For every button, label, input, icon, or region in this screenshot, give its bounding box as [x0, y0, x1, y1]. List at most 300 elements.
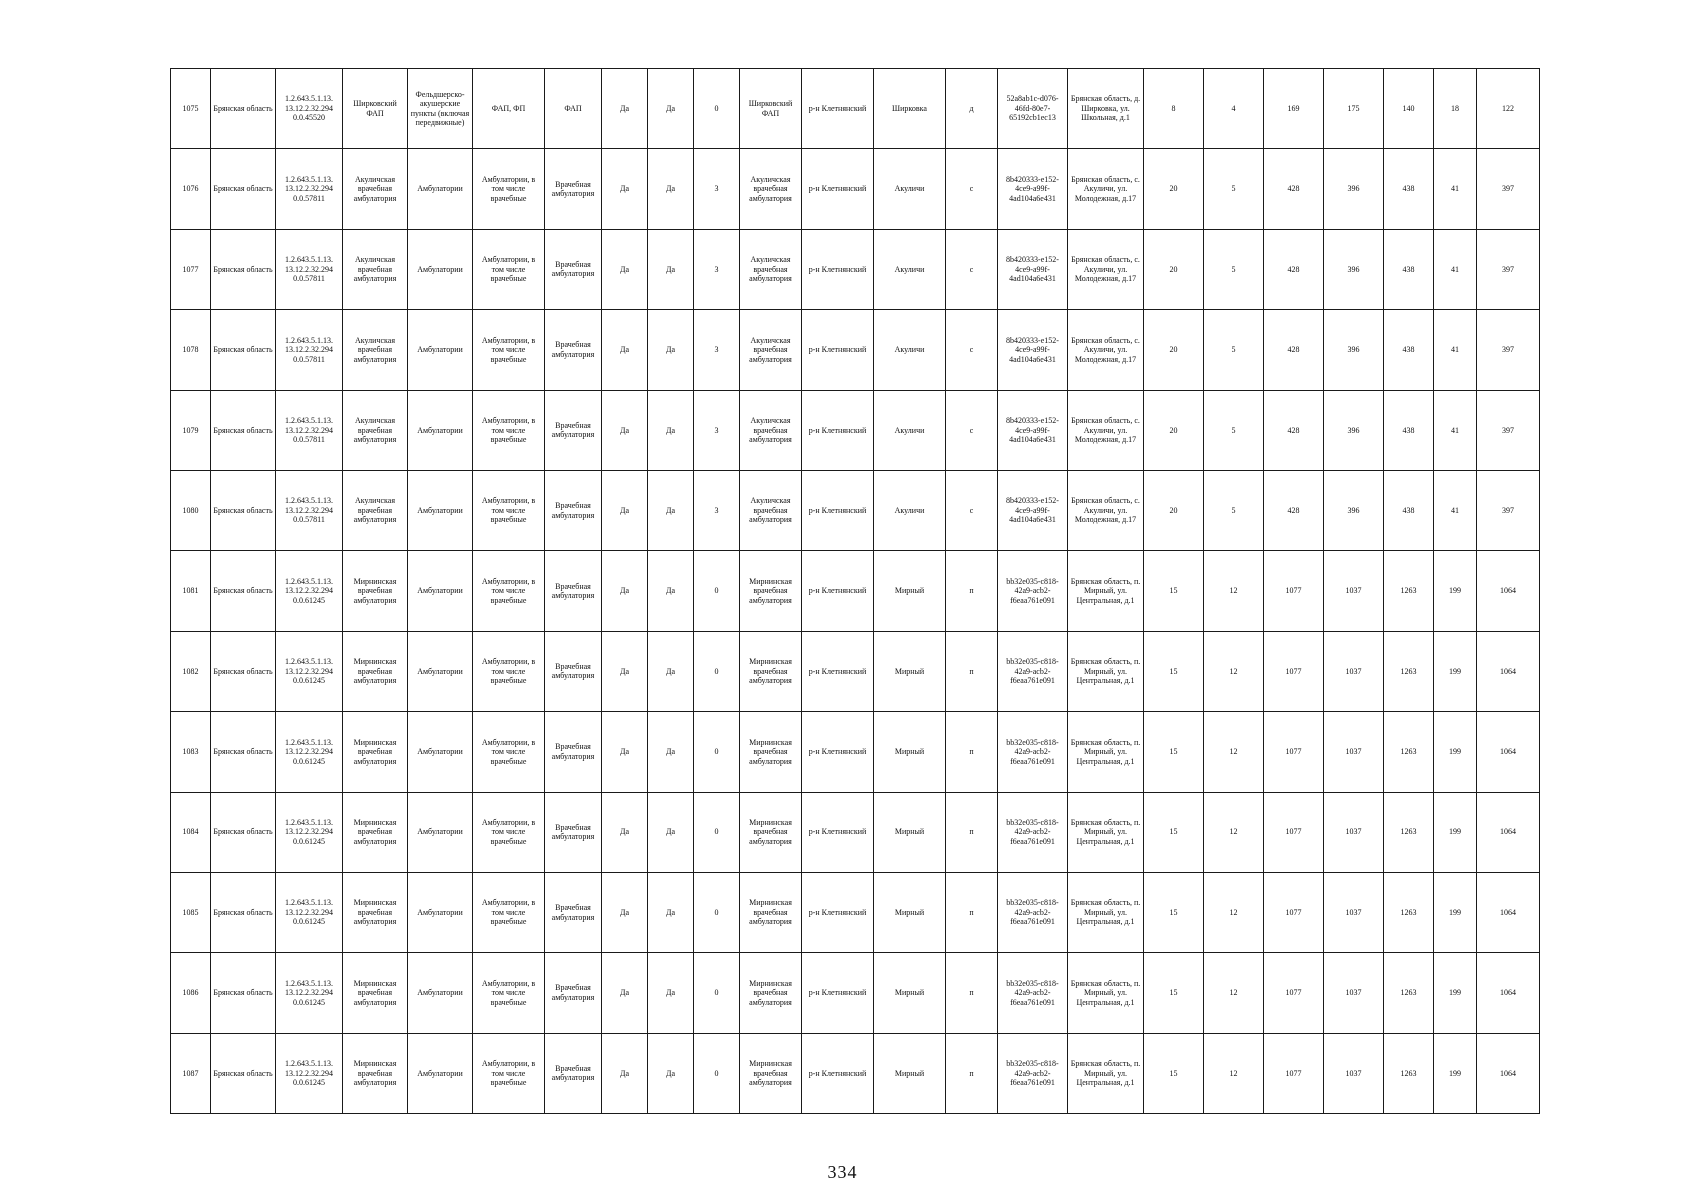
cell-district: р-н Клетнянский — [802, 229, 874, 309]
cell-metric-7: 397 — [1477, 149, 1540, 229]
cell-region: Брянская область — [211, 551, 276, 631]
cell-metric-6: 199 — [1434, 712, 1477, 792]
cell-metric-2: 4 — [1204, 69, 1264, 149]
cell-settlement-type: п — [946, 631, 998, 711]
cell-flag-a: Да — [602, 712, 648, 792]
cell-metric-2: 5 — [1204, 149, 1264, 229]
cell-metric-6: 199 — [1434, 1033, 1477, 1113]
cell-flag-a: Да — [602, 390, 648, 470]
cell-address: Брянская область, п. Мирный, ул. Центральная, д.1 — [1068, 953, 1144, 1033]
cell-facility-subtype: Амбулатории, в том числе врачебные — [473, 872, 545, 952]
cell-metric-5: 1263 — [1384, 551, 1434, 631]
cell-structural-unit: Мирнинская врачебная амбулатория — [740, 872, 802, 952]
cell-metric-3: 1077 — [1264, 712, 1324, 792]
cell-facility-type: Амбулатории — [408, 792, 473, 872]
cell-metric-4: 396 — [1324, 310, 1384, 390]
cell-settlement: Мирный — [874, 551, 946, 631]
cell-metric-3: 1077 — [1264, 631, 1324, 711]
cell-metric-3: 428 — [1264, 229, 1324, 309]
cell-count: 0 — [694, 1033, 740, 1113]
cell-metric-1: 15 — [1144, 953, 1204, 1033]
cell-facility-type: Амбулатории — [408, 229, 473, 309]
cell-metric-6: 199 — [1434, 551, 1477, 631]
cell-flag-b: Да — [648, 470, 694, 550]
table-row — [171, 1033, 1540, 1113]
cell-region: Брянская область — [211, 872, 276, 952]
cell-metric-1: 15 — [1144, 792, 1204, 872]
cell-facility-kind: Врачебная амбулатория — [545, 792, 602, 872]
cell-facility-name: Мирнинская врачебная амбулатория — [343, 631, 408, 711]
cell-flag-a: Да — [602, 792, 648, 872]
cell-facility-subtype: Амбулатории, в том числе врачебные — [473, 712, 545, 792]
cell-settlement: Ширковка — [874, 69, 946, 149]
cell-facility-type: Фельдшерско-акушерские пункты (включая передвижные) — [408, 69, 473, 149]
cell-facility-name: Акуличская врачебная амбулатория — [343, 229, 408, 309]
cell-metric-4: 1037 — [1324, 712, 1384, 792]
cell-metric-2: 12 — [1204, 953, 1264, 1033]
cell-metric-4: 396 — [1324, 149, 1384, 229]
cell-fias-guid: 8b420333-e152-4ce9-a99f-4ad104a6e431 — [998, 310, 1068, 390]
cell-count: 3 — [694, 229, 740, 309]
cell-oid: 1.2.643.5.1.13. 13.12.2.32.294 0.0.61245 — [276, 792, 343, 872]
cell-district: р-н Клетнянский — [802, 149, 874, 229]
cell-count: 0 — [694, 872, 740, 952]
cell-metric-3: 1077 — [1264, 551, 1324, 631]
cell-district: р-н Клетнянский — [802, 631, 874, 711]
cell-facility-name: Акуличская врачебная амбулатория — [343, 149, 408, 229]
cell-metric-7: 397 — [1477, 310, 1540, 390]
cell-oid: 1.2.643.5.1.13. 13.12.2.32.294 0.0.57811 — [276, 310, 343, 390]
cell-facility-type: Амбулатории — [408, 470, 473, 550]
cell-facility-name: Мирнинская врачебная амбулатория — [343, 712, 408, 792]
cell-region: Брянская область — [211, 1033, 276, 1113]
cell-settlement-type: п — [946, 1033, 998, 1113]
cell-settlement-type: с — [946, 470, 998, 550]
cell-flag-b: Да — [648, 149, 694, 229]
cell-metric-4: 175 — [1324, 69, 1384, 149]
cell-metric-1: 15 — [1144, 551, 1204, 631]
cell-count: 3 — [694, 470, 740, 550]
cell-count: 0 — [694, 551, 740, 631]
cell-region: Брянская область — [211, 229, 276, 309]
cell-row-number: 1084 — [171, 792, 211, 872]
cell-flag-a: Да — [602, 551, 648, 631]
cell-address: Брянская область, п. Мирный, ул. Центральная, д.1 — [1068, 792, 1144, 872]
cell-district: р-н Клетнянский — [802, 310, 874, 390]
cell-facility-name: Мирнинская врачебная амбулатория — [343, 1033, 408, 1113]
cell-count: 0 — [694, 69, 740, 149]
cell-facility-name: Мирнинская врачебная амбулатория — [343, 872, 408, 952]
cell-facility-subtype: ФАП, ФП — [473, 69, 545, 149]
cell-address: Брянская область, с. Акуличи, ул. Молодежная, д.17 — [1068, 229, 1144, 309]
cell-metric-5: 1263 — [1384, 1033, 1434, 1113]
cell-oid: 1.2.643.5.1.13. 13.12.2.32.294 0.0.57811 — [276, 149, 343, 229]
cell-flag-a: Да — [602, 631, 648, 711]
cell-metric-6: 41 — [1434, 470, 1477, 550]
cell-flag-b: Да — [648, 551, 694, 631]
cell-metric-2: 5 — [1204, 390, 1264, 470]
cell-flag-b: Да — [648, 69, 694, 149]
cell-metric-3: 1077 — [1264, 1033, 1324, 1113]
cell-structural-unit: Мирнинская врачебная амбулатория — [740, 712, 802, 792]
cell-address: Брянская область, с. Акуличи, ул. Молодежная, д.17 — [1068, 310, 1144, 390]
cell-row-number: 1086 — [171, 953, 211, 1033]
table-row — [171, 953, 1540, 1033]
cell-structural-unit: Акуличская врачебная амбулатория — [740, 310, 802, 390]
cell-metric-5: 438 — [1384, 470, 1434, 550]
cell-district: р-н Клетнянский — [802, 1033, 874, 1113]
cell-facility-type: Амбулатории — [408, 872, 473, 952]
cell-facility-subtype: Амбулатории, в том числе врачебные — [473, 149, 545, 229]
cell-district: р-н Клетнянский — [802, 390, 874, 470]
cell-settlement: Акуличи — [874, 390, 946, 470]
table-row — [171, 390, 1540, 470]
cell-facility-subtype: Амбулатории, в том числе врачебные — [473, 551, 545, 631]
cell-fias-guid: bb32e035-c818-42a9-acb2-f6eaa761e091 — [998, 631, 1068, 711]
cell-facility-subtype: Амбулатории, в том числе врачебные — [473, 953, 545, 1033]
cell-settlement-type: п — [946, 953, 998, 1033]
cell-facility-kind: ФАП — [545, 69, 602, 149]
cell-metric-5: 438 — [1384, 149, 1434, 229]
cell-metric-6: 199 — [1434, 631, 1477, 711]
cell-metric-1: 20 — [1144, 229, 1204, 309]
cell-metric-4: 396 — [1324, 390, 1384, 470]
cell-metric-7: 397 — [1477, 470, 1540, 550]
table-row — [171, 470, 1540, 550]
cell-metric-5: 1263 — [1384, 872, 1434, 952]
cell-settlement-type: п — [946, 872, 998, 952]
cell-metric-6: 199 — [1434, 792, 1477, 872]
cell-row-number: 1077 — [171, 229, 211, 309]
cell-metric-4: 1037 — [1324, 792, 1384, 872]
cell-metric-4: 1037 — [1324, 631, 1384, 711]
cell-flag-b: Да — [648, 872, 694, 952]
cell-flag-b: Да — [648, 390, 694, 470]
cell-flag-b: Да — [648, 712, 694, 792]
cell-metric-3: 169 — [1264, 69, 1324, 149]
cell-metric-7: 122 — [1477, 69, 1540, 149]
cell-address: Брянская область, п. Мирный, ул. Центральная, д.1 — [1068, 712, 1144, 792]
cell-region: Брянская область — [211, 390, 276, 470]
cell-fias-guid: bb32e035-c818-42a9-acb2-f6eaa761e091 — [998, 792, 1068, 872]
cell-row-number: 1085 — [171, 872, 211, 952]
cell-flag-a: Да — [602, 872, 648, 952]
cell-metric-3: 428 — [1264, 390, 1324, 470]
cell-facility-subtype: Амбулатории, в том числе врачебные — [473, 631, 545, 711]
cell-region: Брянская область — [211, 149, 276, 229]
cell-facility-kind: Врачебная амбулатория — [545, 551, 602, 631]
cell-region: Брянская область — [211, 953, 276, 1033]
cell-settlement-type: с — [946, 149, 998, 229]
cell-settlement: Акуличи — [874, 149, 946, 229]
cell-district: р-н Клетнянский — [802, 953, 874, 1033]
cell-settlement: Акуличи — [874, 470, 946, 550]
cell-metric-2: 12 — [1204, 712, 1264, 792]
cell-fias-guid: bb32e035-c818-42a9-acb2-f6eaa761e091 — [998, 551, 1068, 631]
table-row — [171, 149, 1540, 229]
cell-count: 0 — [694, 953, 740, 1033]
cell-facility-type: Амбулатории — [408, 551, 473, 631]
cell-region: Брянская область — [211, 712, 276, 792]
cell-flag-a: Да — [602, 310, 648, 390]
cell-oid: 1.2.643.5.1.13. 13.12.2.32.294 0.0.57811 — [276, 470, 343, 550]
cell-flag-b: Да — [648, 792, 694, 872]
cell-row-number: 1087 — [171, 1033, 211, 1113]
cell-district: р-н Клетнянский — [802, 470, 874, 550]
cell-metric-6: 41 — [1434, 390, 1477, 470]
cell-address: Брянская область, п. Мирный, ул. Центральная, д.1 — [1068, 551, 1144, 631]
cell-flag-a: Да — [602, 149, 648, 229]
cell-metric-1: 8 — [1144, 69, 1204, 149]
cell-structural-unit: Мирнинская врачебная амбулатория — [740, 792, 802, 872]
cell-metric-2: 5 — [1204, 470, 1264, 550]
cell-metric-1: 20 — [1144, 470, 1204, 550]
registry-table-container — [170, 68, 1538, 1114]
cell-fias-guid: 52a8ab1c-d076-46fd-80e7-65192cb1ec13 — [998, 69, 1068, 149]
cell-metric-2: 12 — [1204, 792, 1264, 872]
cell-fias-guid: bb32e035-c818-42a9-acb2-f6eaa761e091 — [998, 1033, 1068, 1113]
cell-structural-unit: Ширковский ФАП — [740, 69, 802, 149]
cell-flag-a: Да — [602, 953, 648, 1033]
cell-metric-1: 20 — [1144, 149, 1204, 229]
cell-metric-1: 20 — [1144, 390, 1204, 470]
cell-metric-4: 1037 — [1324, 872, 1384, 952]
cell-metric-4: 1037 — [1324, 1033, 1384, 1113]
cell-flag-a: Да — [602, 470, 648, 550]
cell-metric-6: 41 — [1434, 149, 1477, 229]
cell-settlement: Мирный — [874, 953, 946, 1033]
cell-metric-4: 396 — [1324, 470, 1384, 550]
cell-address: Брянская область, д. Ширковка, ул. Школьная, д.1 — [1068, 69, 1144, 149]
table-row — [171, 631, 1540, 711]
cell-metric-5: 438 — [1384, 390, 1434, 470]
cell-settlement: Мирный — [874, 712, 946, 792]
cell-metric-7: 1064 — [1477, 872, 1540, 952]
cell-settlement-type: с — [946, 229, 998, 309]
cell-structural-unit: Мирнинская врачебная амбулатория — [740, 1033, 802, 1113]
cell-oid: 1.2.643.5.1.13. 13.12.2.32.294 0.0.61245 — [276, 1033, 343, 1113]
table-row — [171, 792, 1540, 872]
cell-facility-name: Мирнинская врачебная амбулатория — [343, 792, 408, 872]
cell-oid: 1.2.643.5.1.13. 13.12.2.32.294 0.0.57811 — [276, 229, 343, 309]
cell-facility-kind: Врачебная амбулатория — [545, 872, 602, 952]
cell-facility-subtype: Амбулатории, в том числе врачебные — [473, 229, 545, 309]
cell-settlement-type: п — [946, 792, 998, 872]
cell-count: 3 — [694, 149, 740, 229]
cell-metric-5: 1263 — [1384, 712, 1434, 792]
cell-row-number: 1082 — [171, 631, 211, 711]
cell-row-number: 1078 — [171, 310, 211, 390]
cell-metric-5: 438 — [1384, 310, 1434, 390]
cell-facility-type: Амбулатории — [408, 310, 473, 390]
cell-facility-kind: Врачебная амбулатория — [545, 149, 602, 229]
cell-row-number: 1075 — [171, 69, 211, 149]
cell-metric-6: 199 — [1434, 872, 1477, 952]
cell-settlement: Акуличи — [874, 229, 946, 309]
cell-metric-2: 12 — [1204, 872, 1264, 952]
table-row — [171, 712, 1540, 792]
cell-metric-7: 1064 — [1477, 1033, 1540, 1113]
cell-facility-name: Акуличская врачебная амбулатория — [343, 390, 408, 470]
cell-oid: 1.2.643.5.1.13. 13.12.2.32.294 0.0.61245 — [276, 872, 343, 952]
cell-facility-kind: Врачебная амбулатория — [545, 390, 602, 470]
cell-fias-guid: 8b420333-e152-4ce9-a99f-4ad104a6e431 — [998, 229, 1068, 309]
cell-region: Брянская область — [211, 310, 276, 390]
cell-facility-type: Амбулатории — [408, 149, 473, 229]
cell-facility-type: Амбулатории — [408, 1033, 473, 1113]
cell-metric-2: 5 — [1204, 310, 1264, 390]
cell-metric-6: 41 — [1434, 310, 1477, 390]
cell-flag-a: Да — [602, 229, 648, 309]
cell-district: р-н Клетнянский — [802, 551, 874, 631]
cell-district: р-н Клетнянский — [802, 712, 874, 792]
cell-metric-4: 1037 — [1324, 953, 1384, 1033]
cell-district: р-н Клетнянский — [802, 69, 874, 149]
cell-metric-1: 20 — [1144, 310, 1204, 390]
cell-row-number: 1079 — [171, 390, 211, 470]
cell-facility-type: Амбулатории — [408, 631, 473, 711]
cell-flag-b: Да — [648, 1033, 694, 1113]
cell-metric-7: 1064 — [1477, 631, 1540, 711]
cell-metric-7: 1064 — [1477, 792, 1540, 872]
cell-settlement: Мирный — [874, 792, 946, 872]
cell-oid: 1.2.643.5.1.13. 13.12.2.32.294 0.0.45520 — [276, 69, 343, 149]
cell-metric-6: 41 — [1434, 229, 1477, 309]
cell-facility-name: Мирнинская врачебная амбулатория — [343, 953, 408, 1033]
cell-facility-kind: Врачебная амбулатория — [545, 953, 602, 1033]
table-row — [171, 229, 1540, 309]
cell-facility-subtype: Амбулатории, в том числе врачебные — [473, 1033, 545, 1113]
cell-metric-4: 396 — [1324, 229, 1384, 309]
cell-row-number: 1076 — [171, 149, 211, 229]
cell-metric-1: 15 — [1144, 712, 1204, 792]
cell-metric-5: 1263 — [1384, 792, 1434, 872]
cell-metric-6: 199 — [1434, 953, 1477, 1033]
cell-oid: 1.2.643.5.1.13. 13.12.2.32.294 0.0.61245 — [276, 551, 343, 631]
cell-region: Брянская область — [211, 69, 276, 149]
cell-facility-type: Амбулатории — [408, 390, 473, 470]
table-row — [171, 310, 1540, 390]
table-row — [171, 872, 1540, 952]
cell-metric-4: 1037 — [1324, 551, 1384, 631]
cell-address: Брянская область, с. Акуличи, ул. Молодежная, д.17 — [1068, 149, 1144, 229]
cell-oid: 1.2.643.5.1.13. 13.12.2.32.294 0.0.61245 — [276, 631, 343, 711]
cell-facility-name: Ширковский ФАП — [343, 69, 408, 149]
cell-flag-b: Да — [648, 310, 694, 390]
cell-district: р-н Клетнянский — [802, 792, 874, 872]
cell-structural-unit: Мирнинская врачебная амбулатория — [740, 953, 802, 1033]
cell-metric-5: 140 — [1384, 69, 1434, 149]
cell-facility-name: Мирнинская врачебная амбулатория — [343, 551, 408, 631]
registry-table-body — [171, 69, 1540, 1114]
cell-structural-unit: Акуличская врачебная амбулатория — [740, 149, 802, 229]
cell-address: Брянская область, п. Мирный, ул. Центральная, д.1 — [1068, 872, 1144, 952]
cell-metric-1: 15 — [1144, 631, 1204, 711]
cell-structural-unit: Акуличская врачебная амбулатория — [740, 390, 802, 470]
cell-flag-b: Да — [648, 229, 694, 309]
cell-address: Брянская область, с. Акуличи, ул. Молодежная, д.17 — [1068, 390, 1144, 470]
cell-count: 0 — [694, 712, 740, 792]
cell-facility-kind: Врачебная амбулатория — [545, 470, 602, 550]
cell-settlement: Мирный — [874, 1033, 946, 1113]
cell-settlement: Акуличи — [874, 310, 946, 390]
cell-metric-6: 18 — [1434, 69, 1477, 149]
cell-metric-3: 428 — [1264, 470, 1324, 550]
cell-metric-3: 428 — [1264, 310, 1324, 390]
cell-row-number: 1080 — [171, 470, 211, 550]
cell-metric-7: 397 — [1477, 229, 1540, 309]
cell-row-number: 1081 — [171, 551, 211, 631]
cell-facility-name: Акуличская врачебная амбулатория — [343, 310, 408, 390]
cell-fias-guid: 8b420333-e152-4ce9-a99f-4ad104a6e431 — [998, 390, 1068, 470]
cell-facility-kind: Врачебная амбулатория — [545, 1033, 602, 1113]
cell-flag-b: Да — [648, 631, 694, 711]
cell-facility-kind: Врачебная амбулатория — [545, 310, 602, 390]
cell-fias-guid: bb32e035-c818-42a9-acb2-f6eaa761e091 — [998, 953, 1068, 1033]
cell-settlement: Мирный — [874, 631, 946, 711]
cell-address: Брянская область, п. Мирный, ул. Центральная, д.1 — [1068, 1033, 1144, 1113]
cell-oid: 1.2.643.5.1.13. 13.12.2.32.294 0.0.57811 — [276, 390, 343, 470]
cell-fias-guid: bb32e035-c818-42a9-acb2-f6eaa761e091 — [998, 712, 1068, 792]
cell-district: р-н Клетнянский — [802, 872, 874, 952]
cell-region: Брянская область — [211, 631, 276, 711]
cell-settlement-type: с — [946, 310, 998, 390]
cell-structural-unit: Акуличская врачебная амбулатория — [740, 229, 802, 309]
cell-metric-2: 12 — [1204, 631, 1264, 711]
cell-metric-7: 1064 — [1477, 953, 1540, 1033]
cell-count: 3 — [694, 310, 740, 390]
cell-metric-3: 428 — [1264, 149, 1324, 229]
cell-region: Брянская область — [211, 792, 276, 872]
cell-metric-1: 15 — [1144, 872, 1204, 952]
cell-metric-5: 1263 — [1384, 953, 1434, 1033]
cell-facility-kind: Врачебная амбулатория — [545, 631, 602, 711]
cell-flag-a: Да — [602, 1033, 648, 1113]
cell-metric-7: 397 — [1477, 390, 1540, 470]
cell-settlement-type: п — [946, 551, 998, 631]
cell-metric-7: 1064 — [1477, 712, 1540, 792]
cell-fias-guid: bb32e035-c818-42a9-acb2-f6eaa761e091 — [998, 872, 1068, 952]
cell-oid: 1.2.643.5.1.13. 13.12.2.32.294 0.0.61245 — [276, 712, 343, 792]
cell-settlement-type: д — [946, 69, 998, 149]
cell-metric-3: 1077 — [1264, 792, 1324, 872]
cell-facility-type: Амбулатории — [408, 712, 473, 792]
cell-metric-5: 1263 — [1384, 631, 1434, 711]
cell-metric-3: 1077 — [1264, 953, 1324, 1033]
cell-settlement-type: п — [946, 712, 998, 792]
cell-metric-2: 12 — [1204, 551, 1264, 631]
cell-flag-b: Да — [648, 953, 694, 1033]
cell-facility-subtype: Амбулатории, в том числе врачебные — [473, 390, 545, 470]
cell-address: Брянская область, с. Акуличи, ул. Молодежная, д.17 — [1068, 470, 1144, 550]
cell-fias-guid: 8b420333-e152-4ce9-a99f-4ad104a6e431 — [998, 470, 1068, 550]
cell-metric-5: 438 — [1384, 229, 1434, 309]
cell-count: 3 — [694, 390, 740, 470]
table-row — [171, 551, 1540, 631]
cell-oid: 1.2.643.5.1.13. 13.12.2.32.294 0.0.61245 — [276, 953, 343, 1033]
cell-metric-7: 1064 — [1477, 551, 1540, 631]
page-number: 334 — [827, 1162, 858, 1182]
cell-address: Брянская область, п. Мирный, ул. Центральная, д.1 — [1068, 631, 1144, 711]
cell-facility-type: Амбулатории — [408, 953, 473, 1033]
registry-table — [170, 68, 1540, 1114]
cell-structural-unit: Мирнинская врачебная амбулатория — [740, 551, 802, 631]
cell-flag-a: Да — [602, 69, 648, 149]
cell-metric-2: 12 — [1204, 1033, 1264, 1113]
cell-metric-1: 15 — [1144, 1033, 1204, 1113]
cell-structural-unit: Акуличская врачебная амбулатория — [740, 470, 802, 550]
cell-region: Брянская область — [211, 470, 276, 550]
